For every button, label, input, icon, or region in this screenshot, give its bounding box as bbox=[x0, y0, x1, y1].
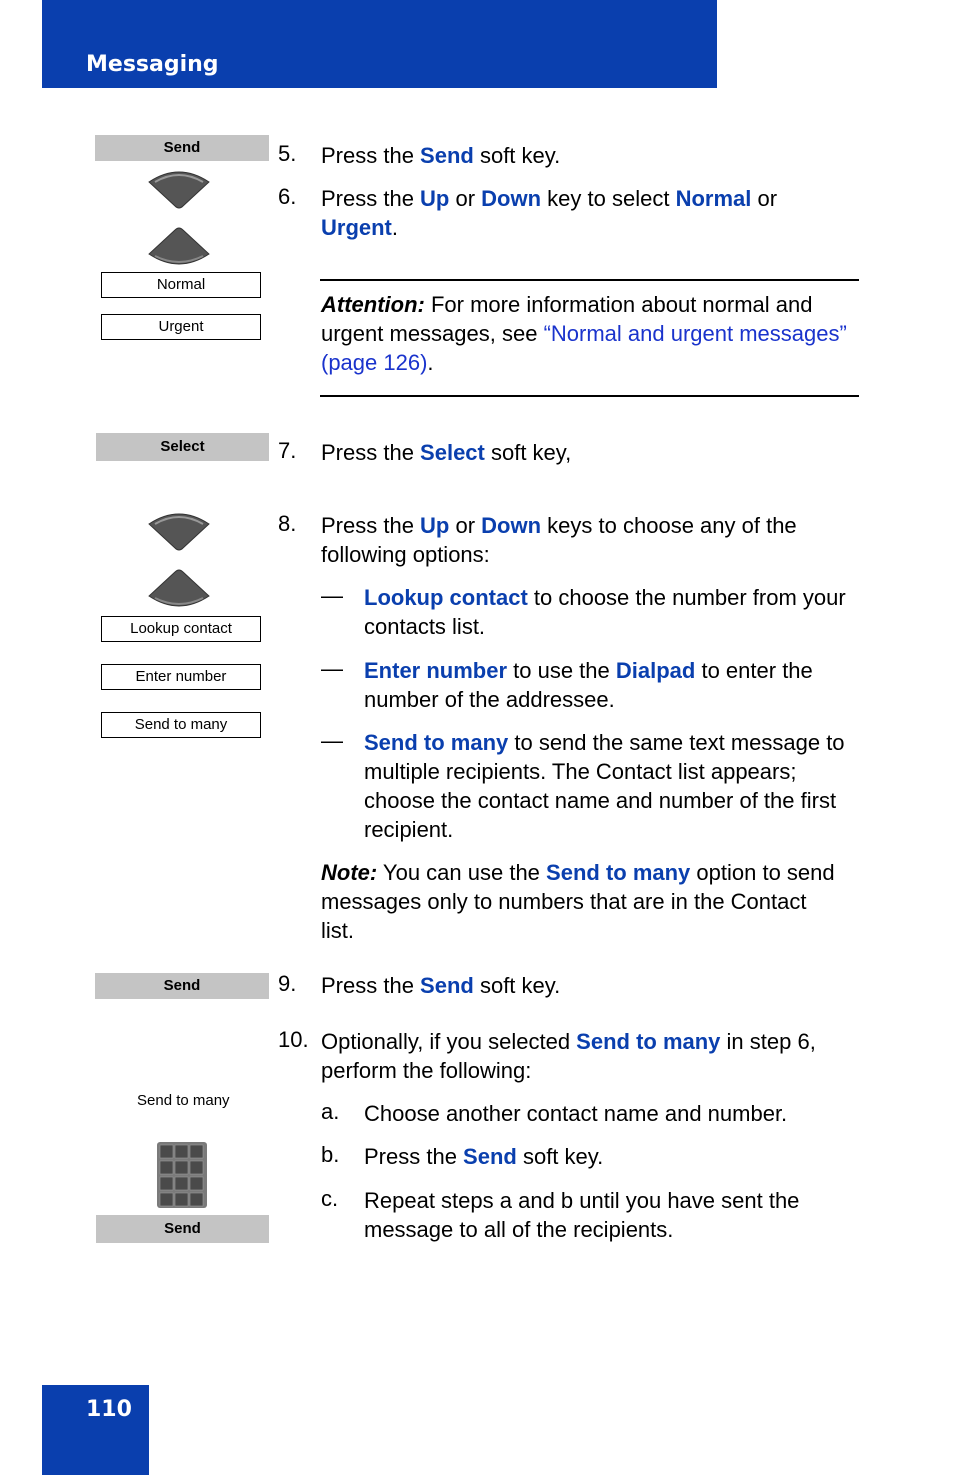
keyword-up: Up bbox=[420, 186, 450, 211]
text: key to select bbox=[541, 186, 676, 211]
step-6-text bbox=[321, 184, 866, 242]
send-softkey[interactable]: Send bbox=[95, 135, 269, 161]
option-normal[interactable]: Normal bbox=[101, 272, 261, 298]
text: or bbox=[751, 186, 778, 211]
text: Optionally, if you selected bbox=[321, 1029, 577, 1054]
note-label: Note: bbox=[321, 860, 378, 885]
text: Press the bbox=[321, 143, 421, 168]
select-softkey[interactable]: Select bbox=[96, 433, 269, 461]
keyword-enter-number: Enter number bbox=[364, 658, 508, 683]
keyword-urgent: Urgent bbox=[321, 215, 392, 240]
text: to send the same text message to multiple recipients. The Contact list appears; choose the contact name and number of the first recipient. bbox=[364, 730, 845, 842]
page-number: 110 bbox=[86, 1397, 132, 1422]
step-number: 6. bbox=[278, 184, 297, 209]
dialpad-icon[interactable] bbox=[157, 1142, 207, 1208]
text: or bbox=[449, 513, 482, 538]
step-number: 5. bbox=[278, 141, 297, 166]
send-to-many-label: Send to many bbox=[137, 1092, 230, 1109]
keyword-send-to-many: Send to many bbox=[546, 860, 691, 885]
step-5-text bbox=[321, 141, 866, 170]
text: to enter the number of the addressee. bbox=[364, 658, 813, 712]
text: Press the bbox=[321, 973, 421, 998]
step-7-text bbox=[321, 438, 866, 467]
option-urgent[interactable]: Urgent bbox=[101, 314, 261, 340]
keyword-normal: Normal bbox=[675, 186, 752, 211]
divider bbox=[320, 279, 859, 281]
keyword-dialpad: Dialpad bbox=[615, 658, 696, 683]
bullet-dash: — bbox=[321, 656, 343, 681]
send-softkey[interactable]: Send bbox=[95, 973, 269, 999]
substep-c-text: Repeat steps a and b until you have sent the message to all of the recipients. bbox=[364, 1188, 800, 1242]
substep-letter: b. bbox=[321, 1142, 340, 1167]
step-10-text bbox=[321, 1027, 866, 1085]
keyword-select: Select bbox=[420, 440, 485, 465]
page-title: Messaging bbox=[86, 52, 219, 77]
step-number: 7. bbox=[278, 438, 297, 463]
text: For more information about normal and urgent messages, see bbox=[321, 292, 813, 346]
attention-note bbox=[321, 290, 866, 377]
keyword-down: Down bbox=[481, 513, 542, 538]
navigation-key-icon[interactable] bbox=[147, 510, 211, 610]
bullet-dash: — bbox=[321, 583, 343, 608]
text: soft key. bbox=[516, 1144, 604, 1169]
text: option to send messages only to numbers that are in the Contact list. bbox=[321, 860, 835, 943]
substep-b-text bbox=[364, 1142, 864, 1171]
send-softkey[interactable]: Send bbox=[96, 1215, 269, 1243]
option-lookup-text bbox=[364, 583, 864, 641]
option-enter-number[interactable]: Enter number bbox=[101, 664, 261, 690]
text: . bbox=[427, 350, 434, 375]
navigation-key-icon[interactable] bbox=[147, 168, 211, 268]
text: or bbox=[449, 186, 482, 211]
text: to use the bbox=[507, 658, 616, 683]
step-number: 9. bbox=[278, 971, 297, 996]
text: soft key. bbox=[473, 973, 561, 998]
option-sendmany-text bbox=[364, 728, 864, 844]
step-number: 8. bbox=[278, 511, 297, 536]
option-send-to-many[interactable]: Send to many bbox=[101, 712, 261, 738]
text: Press the bbox=[321, 440, 421, 465]
keyword-send: Send bbox=[463, 1144, 517, 1169]
step-number: 10. bbox=[278, 1027, 309, 1052]
attention-label: Attention: bbox=[321, 292, 425, 317]
text: soft key, bbox=[484, 440, 572, 465]
text: soft key. bbox=[473, 143, 561, 168]
text: Press the bbox=[321, 513, 421, 538]
keyword-send-to-many: Send to many bbox=[576, 1029, 721, 1054]
divider bbox=[320, 395, 859, 397]
substep-a-text: Choose another contact name and number. bbox=[364, 1101, 788, 1126]
bullet-dash: — bbox=[321, 728, 343, 753]
cross-reference-link[interactable]: “Normal and urgent messages” (page 126) bbox=[321, 321, 847, 375]
text: You can use the bbox=[377, 860, 547, 885]
keyword-up: Up bbox=[420, 513, 450, 538]
text: keys to choose any of the following options: bbox=[321, 513, 797, 567]
text: Press the bbox=[364, 1144, 464, 1169]
text: Press the bbox=[321, 186, 421, 211]
keyword-send: Send bbox=[420, 143, 474, 168]
keyword-lookup-contact: Lookup contact bbox=[364, 585, 528, 610]
text: to choose the number from your contacts list. bbox=[364, 585, 846, 639]
option-enter-text bbox=[364, 656, 864, 714]
keyword-send-to-many: Send to many bbox=[364, 730, 509, 755]
note-text bbox=[321, 858, 841, 945]
option-lookup-contact[interactable]: Lookup contact bbox=[101, 616, 261, 642]
step-8-text bbox=[321, 511, 866, 569]
text: in step 6, perform the following: bbox=[321, 1029, 816, 1083]
step-9-text bbox=[321, 971, 866, 1000]
substep-letter: c. bbox=[321, 1186, 339, 1211]
keyword-down: Down bbox=[481, 186, 542, 211]
substep-letter: a. bbox=[321, 1099, 340, 1124]
keyword-send: Send bbox=[420, 973, 474, 998]
text: . bbox=[391, 215, 399, 240]
